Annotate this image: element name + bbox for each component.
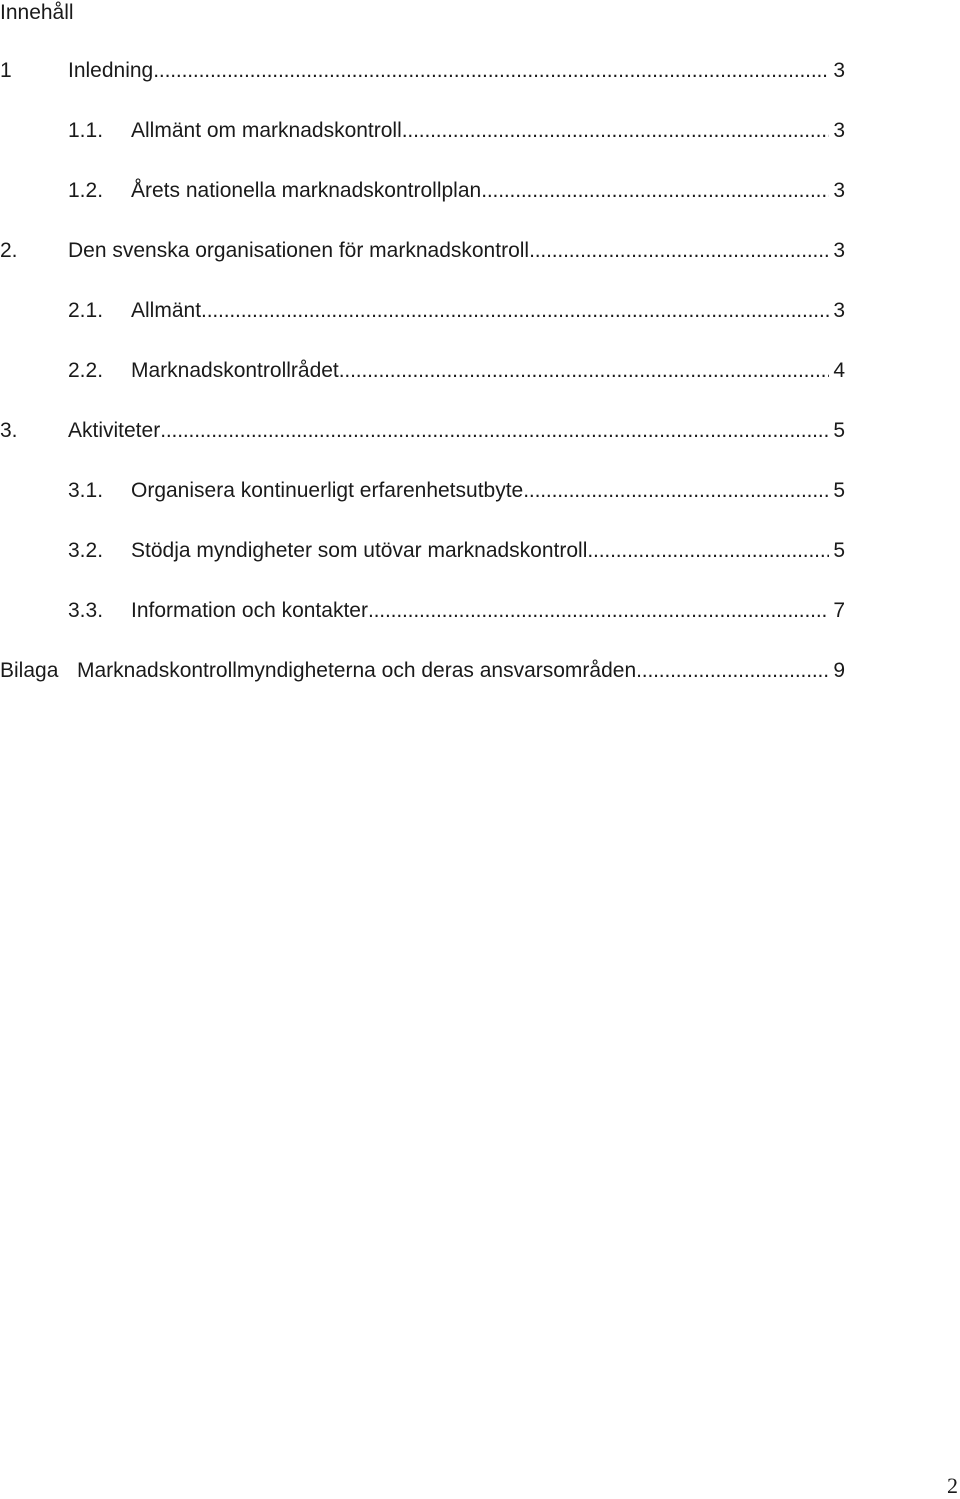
toc-leader-dots [160,418,829,444]
toc-entry-number: 2. [0,239,18,262]
page-number: 2 [947,1473,958,1498]
toc-leader-dots [481,178,829,204]
toc-entry-page[interactable]: 4 [833,359,845,382]
toc-leader-dots [587,538,829,564]
toc-entry-page[interactable]: 7 [833,599,845,622]
toc-entry[interactable] [0,538,845,598]
toc-entry-number: 3.3. [68,599,104,622]
toc-entry-number: 2.2. [68,359,104,382]
toc-entry-number: 1.1. [68,119,104,142]
toc-entry[interactable] [0,178,845,238]
toc-entry-page[interactable]: 5 [833,539,845,562]
toc-entry-title[interactable]: Information och kontakter [131,599,368,622]
toc-entry[interactable] [0,58,845,118]
toc-entry-number: Bilaga [0,659,59,682]
toc-leader-dots [368,598,829,624]
toc-entry-page[interactable]: 5 [833,419,845,442]
toc-entry-title[interactable]: Stödja myndigheter som utövar marknadskontroll [131,539,588,562]
toc-title: Innehåll [0,1,74,24]
toc-entry-page[interactable]: 3 [833,299,845,322]
toc-entry-number: 2.1. [68,299,104,322]
toc-entry[interactable] [0,418,845,478]
toc-entry-number: 3.1. [68,479,104,502]
toc-entry[interactable] [0,598,845,658]
toc-leader-dots [402,118,830,144]
toc-leader-dots [636,658,829,684]
toc-entry-page[interactable]: 3 [833,179,845,202]
toc-leader-dots [529,238,829,264]
toc-entry-page[interactable]: 3 [833,59,845,82]
toc-entry-page[interactable]: 3 [833,119,845,142]
toc-entry[interactable] [0,238,845,298]
toc-entry-page[interactable]: 5 [833,479,845,502]
toc-entry-number: 3. [0,419,18,442]
toc-entry-title[interactable]: Inledning [68,59,154,82]
toc-entry-number: 3.2. [68,539,104,562]
toc-entry-title[interactable]: Årets nationella marknadskontrollplan [131,179,482,202]
toc-leader-dots [523,478,829,504]
toc-entry[interactable] [0,118,845,178]
toc-entry-title[interactable]: Marknadskontrollrådet [131,359,339,382]
toc-entry-title[interactable]: Allmänt om marknadskontroll [131,119,402,142]
toc-entry-number: 1.2. [68,179,104,202]
toc-entry-number: 1 [0,59,12,82]
toc-list [0,58,845,718]
toc-entry[interactable] [0,298,845,358]
toc-leader-dots [201,298,829,324]
toc-leader-dots [153,58,829,84]
toc-entry-title[interactable]: Marknadskontrollmyndigheterna och deras ansvarsområden [77,659,637,682]
toc-entry[interactable] [0,358,845,418]
toc-entry-title[interactable]: Den svenska organisationen för marknadskontroll [68,239,530,262]
toc-entry[interactable] [0,478,845,538]
toc-entry-title[interactable]: Allmänt [131,299,202,322]
toc-entry-appendix[interactable] [0,658,845,718]
toc-leader-dots [339,358,830,384]
toc-entry-title[interactable]: Aktiviteter [68,419,161,442]
toc-entry-page[interactable]: 9 [833,659,845,682]
toc-entry-title[interactable]: Organisera kontinuerligt erfarenhetsutbyte [131,479,524,502]
toc-entry-page[interactable]: 3 [833,239,845,262]
